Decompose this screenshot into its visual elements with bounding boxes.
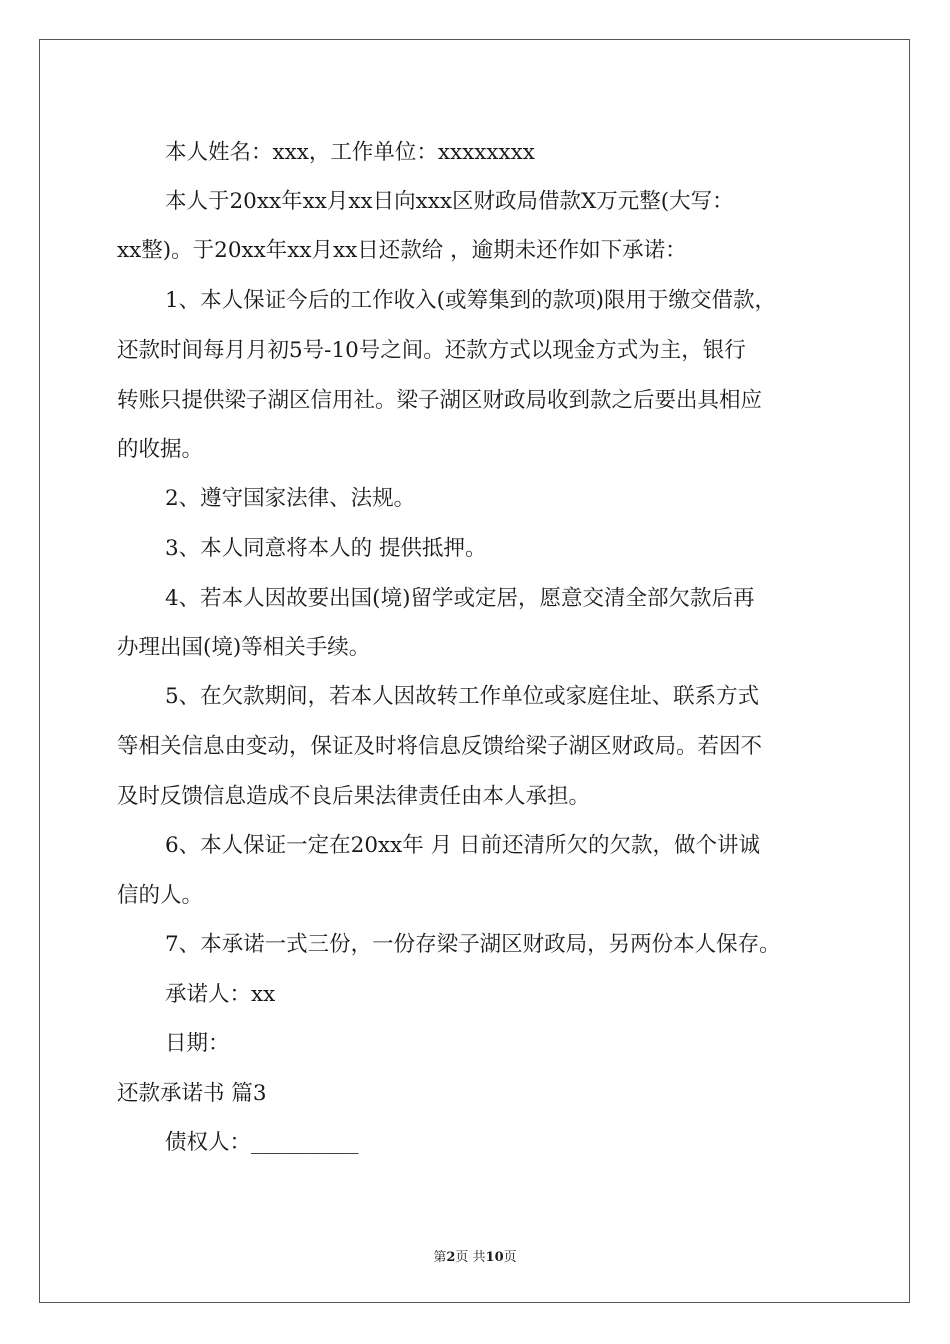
footer-mid: 页 共 xyxy=(455,1250,486,1265)
clause-6-line-1: 6、本人保证一定在20xx年 月 日前还清所欠的欠款，做个讲诚 xyxy=(165,833,760,858)
clause-3: 3、本人同意将本人的 提供抵押。 xyxy=(165,536,487,561)
page-border xyxy=(39,39,910,1303)
clause-4-line-2: 办理出国(境)等相关手续。 xyxy=(117,635,371,660)
loan-line-2: xx整)。于20xx年xx月xx日还款给 ，逾期未还作如下承诺： xyxy=(117,238,687,263)
clause-6-line-2: 信的人。 xyxy=(117,883,204,908)
clause-4-line-1: 4、若本人因故要出国(境)留学或定居，愿意交清全部欠款后再 xyxy=(165,586,755,611)
clause-1-line-3: 转账只提供梁子湖区信用社。梁子湖区财政局收到款之后要出具相应 xyxy=(117,388,763,413)
promisor-line: 承诺人：xx xyxy=(165,982,276,1007)
clause-1-line-1: 1、本人保证今后的工作收入(或筹集到的款项)限用于缴交借款， xyxy=(165,288,776,313)
clause-2: 2、遵守国家法律、法规。 xyxy=(165,486,416,511)
footer-prefix: 第 xyxy=(433,1250,447,1265)
clause-1-line-2: 还款时间每月月初5号-10号之间。还款方式以现金方式为主，银行 xyxy=(117,338,746,363)
footer-total-pages: 10 xyxy=(485,1250,504,1265)
page-footer xyxy=(0,1251,950,1264)
creditor-line: 债权人：__________ xyxy=(165,1130,359,1155)
section-heading: 还款承诺书 篇3 xyxy=(117,1081,267,1106)
loan-line-1: 本人于20xx年xx月xx日向xxx区财政局借款X万元整(大写： xyxy=(165,189,734,214)
clause-1-line-4: 的收据。 xyxy=(117,437,204,462)
footer-current-page: 2 xyxy=(446,1250,456,1265)
clause-5-line-1: 5、在欠款期间，若本人因故转工作单位或家庭住址、联系方式 xyxy=(165,684,760,709)
clause-5-line-3: 及时反馈信息造成不良后果法律责任由本人承担。 xyxy=(117,784,591,809)
footer-suffix: 页 xyxy=(503,1250,517,1265)
clause-7: 7、本承诺一式三份，一份存梁子湖区财政局，另两份本人保存。 xyxy=(165,932,781,957)
clause-5-line-2: 等相关信息由变动，保证及时将信息反馈给梁子湖区财政局。若因不 xyxy=(117,734,763,759)
name-line: 本人姓名：xxx，工作单位：xxxxxxxx xyxy=(165,140,535,165)
date-line: 日期： xyxy=(165,1031,230,1056)
